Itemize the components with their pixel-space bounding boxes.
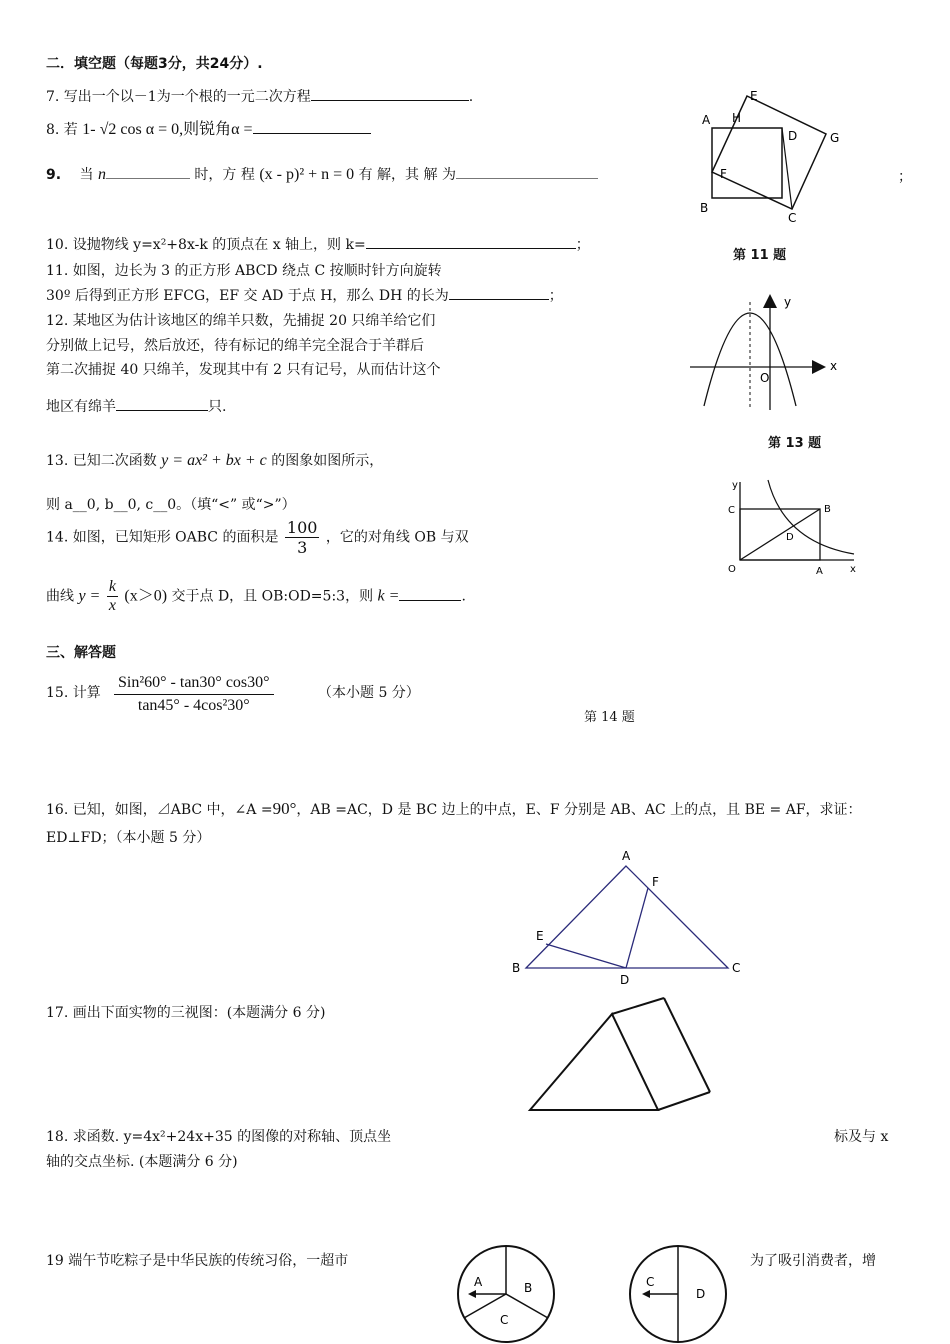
question-8: 8. 若 1- √2 cos α = 0,则锐角α =: [46, 116, 371, 139]
figure-16-triangle: [506, 846, 756, 986]
question-19-right: 为了吸引消费者，增: [750, 1253, 876, 1269]
figure-14-rectangle-hyperbola: [718, 470, 868, 580]
figure-14-caption: 第 14 题: [584, 710, 635, 725]
figure-13-caption: 第 13 题: [768, 436, 822, 451]
question-18-line1-right: 标及与 x: [834, 1129, 889, 1145]
fig16-label-b: B: [512, 961, 521, 975]
fig11-label-h: H: [732, 111, 742, 125]
question-15-fraction: $\frac{\text{Sin²60° - tan30° cos30°}}{\text{tan45° - 4cos²30°}}$: [112, 674, 276, 715]
answer-blank-12[interactable]: [116, 396, 208, 411]
question-16-line2: ED⊥FD；（本小题 5 分）: [46, 830, 211, 846]
wheel2-label-d: D: [696, 1287, 706, 1301]
fig14-label-a: A: [816, 566, 823, 577]
wheel2-label-c: C: [646, 1275, 655, 1289]
section-title-solve: 三、解答题: [46, 645, 116, 661]
fig14-label-d: D: [786, 532, 794, 543]
fig11-label-f: F: [720, 167, 727, 181]
question-18-line2: 轴的交点坐标. (本题满分 6 分): [46, 1154, 238, 1170]
answer-blank-8[interactable]: [253, 119, 371, 134]
question-14-line2: 曲线 y = $\frac{k}{x}$ (x＞0) 交于点 D，且 OB:OD=5:3，则 k = .: [46, 578, 466, 614]
question-12-line4: 地区有绵羊 只.: [46, 396, 226, 416]
figure-11-caption: 第 11 题: [733, 248, 787, 263]
figure-11-rotated-squares: [690, 86, 860, 236]
answer-blank-9b[interactable]: [456, 164, 598, 179]
fig14-label-x: x: [850, 564, 856, 575]
spinner-wheel-abc: [452, 1240, 560, 1344]
fraction-100-3: $\frac{100}{3}$: [286, 518, 318, 557]
fig11-label-c: C: [788, 211, 797, 225]
fig14-label-c: C: [728, 505, 735, 516]
question-12-line1: 12. 某地区为估计该地区的绵羊只数，先捕捉 20 只绵羊给它们: [46, 313, 436, 329]
question-18-line1: 18. 求函数. y=4x²+24x+35 的图像的对称轴、顶点坐: [46, 1129, 392, 1145]
fig16-label-c: C: [732, 961, 741, 975]
fig14-label-y: y: [732, 480, 738, 491]
answer-blank-10[interactable]: [366, 234, 576, 249]
question-19-left: 19 端午节吃粽子是中华民族的传统习俗，一超市: [46, 1253, 349, 1269]
question-14-line1: 14. 如图，已知矩形 OABC 的面积是 $\frac{100}{3}$ ，它的对角线 OB 与双: [46, 518, 469, 557]
figure-13-parabola: [684, 290, 844, 415]
answer-blank-14[interactable]: [399, 586, 461, 601]
fig11-label-b: B: [700, 201, 709, 215]
question-16-line1: 16. 已知，如图，⊿ABC 中，∠A =90°，AB =AC，D 是 BC 边上的中点，E、F 分别是 AB、AC 上的点，且 BE = AF，求证：: [46, 799, 862, 818]
wheel1-label-a: A: [474, 1275, 483, 1289]
question-9: 9. 当 n 时，方 程 (x - p)² + n = 0 有 解，其 解 为: [46, 164, 598, 184]
fig14-label-b: B: [824, 504, 831, 515]
fig11-label-e: E: [750, 89, 758, 103]
section-title-fill-blank: 二．填空题（每题3分，共24分）.: [46, 56, 263, 72]
wheel1-label-c: C: [500, 1313, 509, 1327]
question-15-label: 15. 计算: [46, 685, 101, 701]
fig13-label-x: x: [830, 359, 838, 373]
fig14-label-o: O: [728, 564, 736, 575]
spinner-wheel-cd: [624, 1240, 732, 1344]
question-12-line3: 第二次捕捉 40 只绵羊，发现其中有 2 只有记号，从而估计这个: [46, 362, 441, 378]
question-7: 7. 写出一个以－1为一个根的一元二次方程 .: [46, 86, 473, 106]
answer-blank-11[interactable]: [449, 285, 549, 300]
fig16-label-a: A: [622, 849, 631, 863]
fig16-label-d: D: [620, 973, 630, 986]
question-13-line2: 则 a__0, b__0, c__0。（填“<” 或“>”）: [46, 497, 296, 513]
question-10: 10. 设抛物线 y=x²+8x-k 的顶点在 x 轴上，则 k= ；: [46, 234, 590, 254]
answer-blank-9a[interactable]: [106, 164, 190, 179]
fraction-k-x: $\frac{k}{x}$: [108, 578, 116, 614]
figure-17-triangular-prism: [520, 990, 720, 1115]
fig13-label-o: O: [760, 371, 770, 385]
question-13-line1: 13. 已知二次函数 y = ax² + bx + c 的图象如图所示，: [46, 452, 384, 469]
question-12-line2: 分别做上记号，然后放还，待有标记的绵羊完全混合于羊群后: [46, 338, 424, 354]
fig11-label-g: G: [830, 131, 840, 145]
question-11-line1: 11. 如图，边长为 3 的正方形 ABCD 绕点 C 按顺时针方向旋转: [46, 263, 442, 279]
fig16-label-f: F: [652, 875, 659, 889]
question-17: 17. 画出下面实物的三视图：(本题满分 6 分): [46, 1005, 326, 1021]
fig16-label-e: E: [536, 929, 544, 943]
question-11-line2: 30º 后得到正方形 EFCG，EF 交 AD 于点 H，那么 DH 的长为 ；: [46, 285, 563, 305]
fig11-label-a: A: [702, 113, 711, 127]
question-15-note: （本小题 5 分）: [318, 685, 420, 701]
fig13-label-y: y: [784, 295, 792, 309]
wheel1-label-b: B: [524, 1281, 533, 1295]
fig11-label-d: D: [788, 129, 798, 143]
answer-blank-7[interactable]: [311, 86, 469, 101]
q9-end: ；: [898, 169, 912, 185]
